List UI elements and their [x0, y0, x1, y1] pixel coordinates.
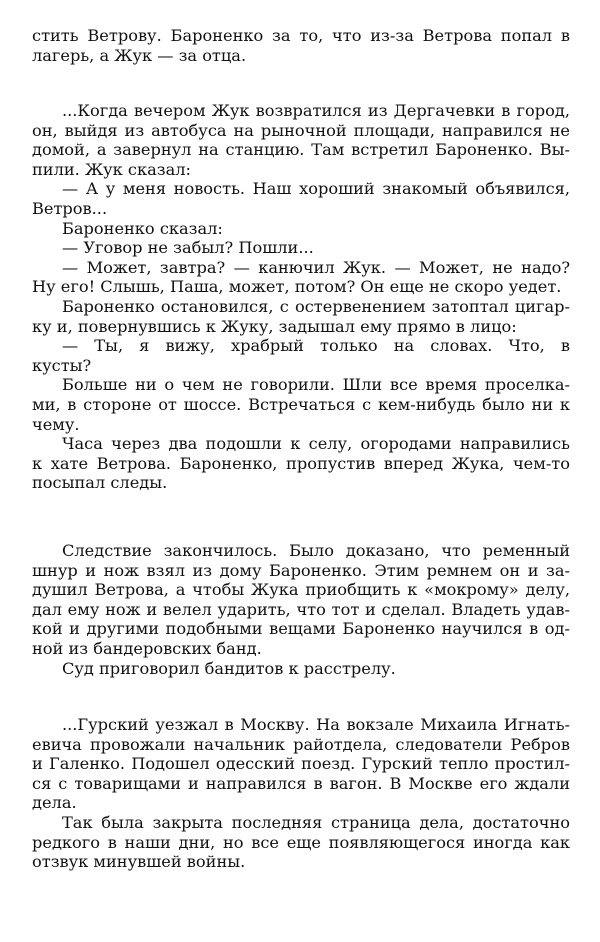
text-line: ку и, повернувшись к Жуку, задышал ему прямо в лицо:	[32, 316, 517, 336]
text-line: отзвук минувшей войны.	[32, 852, 246, 872]
text-line: Бароненко сказал:	[62, 218, 223, 238]
text-line: шнур и нож взял из дому Бароненко. Этим ремнем он и за-	[32, 560, 570, 580]
text-line: Бароненко остановился, с остервенением затоптал цигар-	[62, 296, 570, 316]
text-line: посыпал следы.	[32, 473, 168, 493]
text-line: — А у меня новость. Наш хороший знакомый объявился,	[62, 179, 570, 199]
text-line: Следствие закончилось. Было доказано, что ременный	[62, 541, 570, 560]
section-3	[32, 715, 570, 872]
text-line: Часа через два подошли к селу, огородами направились	[62, 434, 570, 454]
text-line: домой, а завернул на станцию. Там встретил Бароненко. Вы-	[32, 140, 570, 160]
text-line: лагерь, а Жук — за отца.	[32, 45, 247, 65]
text-line: кой и другими подобными вещами Бароненко научился в од-	[32, 619, 570, 639]
text-line: стить Ветрову. Бароненко за то, что из-за Ветрова попал в	[32, 26, 570, 45]
text-line: Так была закрыта последняя страница дела, достаточно	[62, 812, 570, 832]
text-line: дела.	[32, 793, 77, 813]
text-line: пили. Жук сказал:	[32, 159, 191, 179]
text-line: ся с товарищами и направился в вагон. В Москве его ждали	[32, 773, 570, 793]
text-line: ной из бандеровских банд.	[32, 638, 262, 658]
text-line: — Может, завтра? — канючил Жук. — Может, не надо?	[62, 257, 570, 277]
text-line: Ну его! Слышь, Паша, может, потом? Он еще не скоро уедет.	[32, 277, 562, 297]
text-line: евича провожали начальник райотдела, следователи Ребров	[32, 734, 570, 754]
text-line: он, выйдя из автобуса на рыночной площади, направился не	[32, 120, 570, 140]
text-line: кусты?	[32, 355, 92, 375]
text-line: — Ты, я вижу, храбрый только на словах. Что, в	[62, 336, 570, 356]
text-line: к хате Ветрова. Бароненко, пропустив вперед Жука, чем-то	[32, 453, 570, 473]
text-line: ми, в стороне от шоссе. Встречаться с кем-нибудь было ни к	[32, 394, 570, 414]
text-line: ...Когда вечером Жук возвратился из Дергачевки в город,	[62, 101, 570, 120]
text-line: Ветров...	[32, 198, 108, 218]
text-line: чему.	[32, 414, 80, 434]
text-line: душил Ветрова, а чтобы Жука приобщить к «мокрому» делу,	[32, 580, 570, 600]
text-line: Больше ни о чем не говорили. Шли все время проселка-	[62, 375, 570, 395]
text-line: ...Гурский уезжал в Москву. На вокзале Михаила Игнать-	[62, 715, 570, 734]
text-line: Суд приговорил бандитов к расстрелу.	[62, 658, 396, 678]
section-2	[32, 541, 570, 678]
section-0	[32, 26, 570, 65]
text-line: и Галенко. Подошел одесский поезд. Гурский тепло простил-	[32, 754, 570, 774]
text-line: дал ему нож и велел ударить, что тот и сделал. Владеть удав-	[32, 599, 570, 619]
section-1	[32, 101, 570, 493]
text-line: редкого в наши дни, но все еще появляющегося иногда как	[32, 832, 570, 852]
text-line: — Уговор не забыл? Пошли...	[62, 238, 314, 258]
